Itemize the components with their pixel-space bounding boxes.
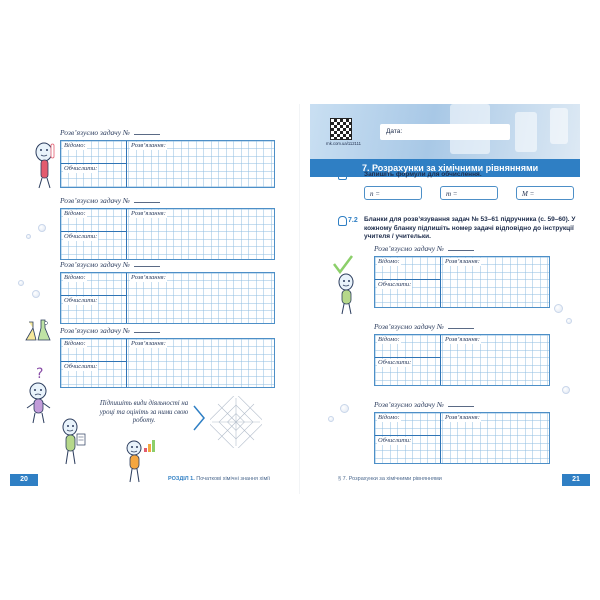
checkmark-mascot-icon — [332, 254, 362, 316]
task-number-line[interactable] — [134, 202, 160, 203]
given-label: Відомо: — [64, 340, 86, 347]
calc-label: Обчислити: — [64, 165, 98, 172]
exercise-badge — [338, 216, 360, 226]
calc-label: Обчислити: — [64, 233, 98, 240]
calc-label: Обчислити: — [378, 281, 412, 288]
page-number: 20 — [10, 474, 38, 486]
exercise-instruction: Бланки для розв’язування задач № 53–61 підручника (с. 59–60). У кожному бланку підпишіть номер задачі відповідно до інструкції учителя / учительки. — [364, 216, 576, 240]
task-label: Розв’язуємо задачу № — [60, 196, 130, 205]
chapter-title: Розрахунки за хімічними рівняннями — [372, 163, 539, 173]
solution-label: Розв’язання: — [445, 336, 480, 343]
task-number-line[interactable] — [448, 406, 474, 407]
exercise-badge — [338, 170, 360, 180]
qr-code-icon[interactable] — [330, 118, 352, 140]
left-page — [10, 104, 300, 494]
bubble-decoration — [32, 290, 40, 298]
given-label: Відомо: — [64, 210, 86, 217]
given-label: Відомо: — [64, 142, 86, 149]
task-grid[interactable] — [374, 334, 550, 386]
task-form-3 — [60, 260, 275, 324]
calc-label: Обчислити: — [378, 359, 412, 366]
formula-molar-mass-field[interactable]: M = — [516, 186, 574, 200]
task-label: Розв’язуємо задачу № — [60, 326, 130, 335]
task-label: Розв’язуємо задачу № — [374, 322, 444, 331]
task-form-5 — [374, 244, 550, 308]
bubble-decoration — [328, 416, 334, 422]
rating-web-diagram[interactable] — [210, 396, 262, 448]
page-number: 21 — [562, 474, 590, 486]
task-form-6 — [374, 322, 550, 386]
task-grid[interactable] — [60, 272, 275, 324]
right-page — [300, 104, 590, 494]
calc-label: Обчислити: — [64, 297, 98, 304]
bubble-decoration — [18, 280, 24, 286]
given-label: Відомо: — [378, 336, 400, 343]
task-number-line[interactable] — [134, 134, 160, 135]
svg-text:?: ? — [36, 366, 44, 382]
textbook-spread — [10, 104, 590, 494]
bubble-decoration — [562, 386, 570, 394]
task-number-line[interactable] — [134, 266, 160, 267]
clipboard-mascot-icon — [58, 416, 88, 468]
task-grid[interactable] — [60, 338, 275, 388]
formula-m-field[interactable]: m = — [440, 186, 498, 200]
solution-label: Розв’язання: — [131, 142, 166, 149]
qr-link[interactable]: rnk.com.ua/112111 — [326, 141, 361, 146]
task-label: Розв’язуємо задачу № — [60, 128, 130, 137]
task-label: Розв’язуємо задачу № — [374, 244, 444, 253]
task-grid[interactable] — [374, 412, 550, 464]
bubble-decoration — [26, 234, 31, 239]
right-footer — [300, 474, 590, 488]
task-form-7 — [374, 400, 550, 464]
exercise-number: 7.1 — [348, 171, 358, 178]
task-label: Розв’язуємо задачу № — [60, 260, 130, 269]
solution-label: Розв’язання: — [131, 340, 166, 347]
pencil-icon — [338, 216, 347, 226]
bubble-decoration — [566, 318, 572, 324]
task-form-1 — [60, 128, 275, 188]
pencil-icon — [338, 170, 347, 180]
bubble-decoration — [38, 224, 46, 232]
task-label: Розв’язуємо задачу № — [374, 400, 444, 409]
task-grid[interactable] — [60, 208, 275, 260]
date-field[interactable] — [380, 124, 510, 140]
exercise-number: 7.2 — [348, 217, 358, 224]
footer-section: РОЗДІЛ 1. — [168, 476, 195, 482]
activity-instruction: Підпишіть види діяльності на уроці та оцініть за ними свою роботу. — [99, 400, 189, 424]
task-form-4 — [60, 326, 275, 388]
chapter-number: 7. — [362, 163, 370, 173]
task-number-line[interactable] — [448, 250, 474, 251]
bubble-decoration — [554, 304, 563, 313]
solution-label: Розв’язання: — [445, 414, 480, 421]
solution-label: Розв’язання: — [445, 258, 480, 265]
flask-icon — [24, 318, 54, 344]
task-form-2 — [60, 196, 275, 260]
task-grid[interactable] — [374, 256, 550, 308]
task-grid[interactable] — [60, 140, 275, 188]
exercise-instruction: Запишіть формули для обчислення. — [364, 171, 482, 178]
task-number-line[interactable] — [448, 328, 474, 329]
chevron-right-icon — [192, 404, 206, 432]
given-label: Відомо: — [378, 414, 400, 421]
question-mascot-icon — [22, 366, 56, 426]
task-number-line[interactable] — [134, 332, 160, 333]
footer-title: Початкові хімічні знання хімії — [196, 476, 271, 482]
calc-label: Обчислити: — [378, 437, 412, 444]
left-footer — [10, 474, 300, 488]
bubble-decoration — [340, 404, 349, 413]
solution-label: Розв’язання: — [131, 210, 166, 217]
chapter-banner — [310, 104, 580, 159]
given-label: Відомо: — [378, 258, 400, 265]
thermometer-mascot-icon — [32, 138, 58, 190]
given-label: Відомо: — [64, 274, 86, 281]
solution-label: Розв’язання: — [131, 274, 166, 281]
date-label: Дата: — [386, 128, 403, 135]
footer-title: § 7. Розрахунки за хімічними рівняннями — [338, 476, 442, 482]
formula-n-field[interactable]: n = — [364, 186, 422, 200]
calc-label: Обчислити: — [64, 363, 98, 370]
